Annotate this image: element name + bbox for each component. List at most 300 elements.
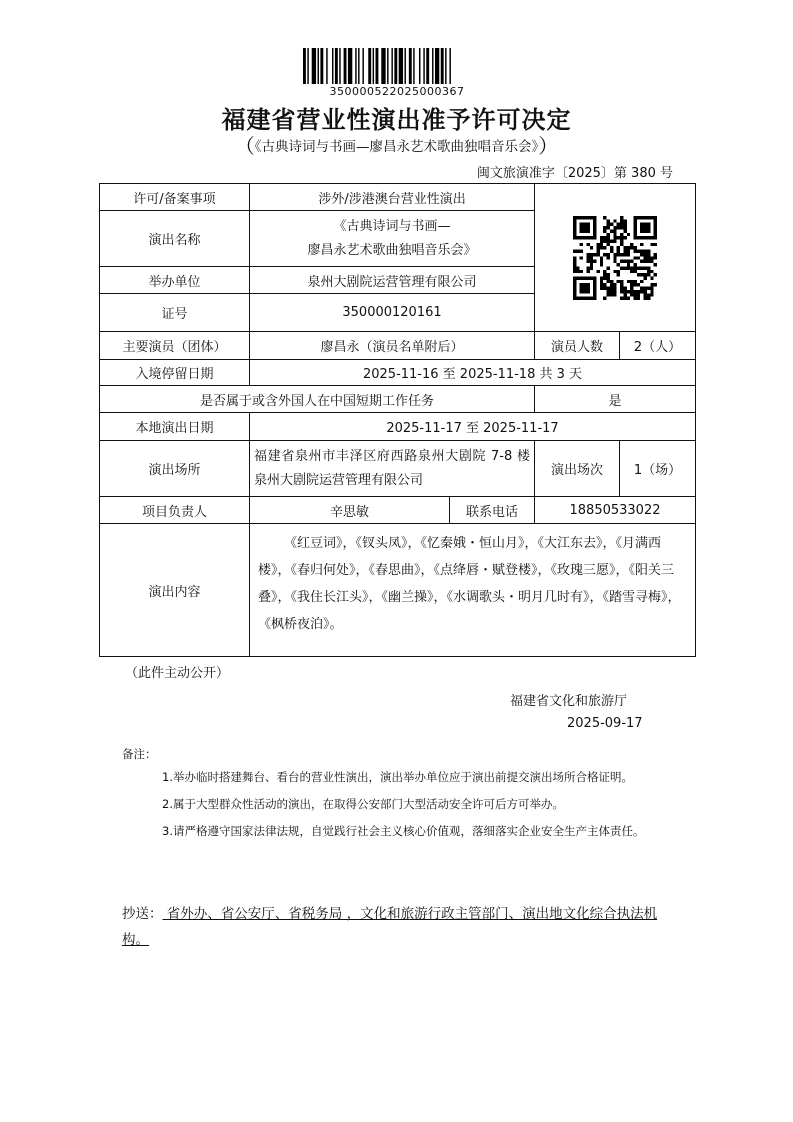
- barcode-bar: [362, 48, 363, 84]
- permit-type-value: 涉外/涉港澳台营业性演出: [250, 184, 535, 211]
- qr-module: [617, 252, 620, 255]
- qr-module: [600, 256, 603, 259]
- qr-module: [620, 289, 623, 292]
- performer-count-label: 演员人数: [535, 332, 620, 360]
- issue-date: 2025-09-17: [567, 716, 643, 731]
- qr-module: [623, 286, 626, 289]
- qr-module: [573, 259, 576, 262]
- qr-module: [610, 279, 613, 282]
- qr-module: [630, 246, 633, 249]
- remark-item: 3.请严格遵守国家法律法规，自觉践行社会主义核心价值观，落细落实企业安全生产主体责任。: [162, 824, 645, 838]
- qr-module: [603, 296, 606, 299]
- qr-code-icon: [573, 216, 657, 300]
- remark-item: 1.举办临时搭建舞台、看台的营业性演出，演出举办单位应于演出前提交演出场所合格证明。: [162, 770, 633, 784]
- qr-module: [603, 226, 606, 229]
- foreign-work-value: 是: [535, 386, 696, 413]
- barcode-bar: [335, 48, 338, 84]
- qr-module: [647, 296, 650, 299]
- subtitle-open-paren: （: [234, 134, 255, 158]
- performer-count-value: 2（人）: [620, 332, 696, 360]
- barcode: [303, 48, 491, 84]
- qr-module: [640, 242, 643, 245]
- qr-module: [610, 229, 613, 232]
- qr-module: [573, 249, 576, 252]
- qr-module: [603, 269, 606, 272]
- barcode-bar: [376, 48, 379, 84]
- qr-module: [623, 259, 626, 262]
- qr-module: [607, 276, 610, 279]
- qr-module: [607, 286, 610, 289]
- qr-module: [620, 286, 623, 289]
- venue-label: 演出场所: [100, 441, 250, 497]
- qr-module: [623, 236, 626, 239]
- qr-module: [630, 259, 633, 262]
- qr-module: [640, 222, 650, 232]
- qr-module: [573, 266, 576, 269]
- qr-module: [633, 263, 636, 266]
- qr-module: [640, 286, 643, 289]
- qr-module: [644, 266, 647, 269]
- qr-module: [600, 286, 603, 289]
- qr-module: [600, 279, 603, 282]
- qr-module: [600, 263, 603, 266]
- qr-module: [644, 259, 647, 262]
- table-row: [100, 360, 696, 386]
- cc-recipients: 省外办、省公安厅、省税务局 ，文化和旅游行政主管部门、演出地文化综合执法机构。: [122, 906, 658, 948]
- qr-module: [610, 249, 613, 252]
- subtitle-close-paren: ）: [538, 134, 559, 158]
- qr-module: [647, 256, 650, 259]
- table-row: [100, 497, 696, 524]
- qr-module: [603, 252, 606, 255]
- qr-module: [630, 289, 633, 292]
- qr-module: [597, 269, 600, 272]
- qr-module: [590, 259, 593, 262]
- cc-label: 抄送：: [122, 906, 163, 922]
- qr-module: [647, 249, 650, 252]
- remarks-title: 备注：: [122, 747, 157, 761]
- qr-module: [593, 259, 596, 262]
- qr-module: [580, 222, 590, 232]
- document-title: 福建省营业性演出准予许可决定: [221, 106, 572, 134]
- barcode-bar: [348, 48, 352, 84]
- qr-module: [650, 276, 653, 279]
- document-subtitle: [0, 130, 793, 159]
- qr-module: [600, 239, 603, 242]
- qr-module: [623, 219, 626, 222]
- qr-module: [620, 222, 623, 225]
- qr-module: [623, 222, 626, 225]
- qr-module: [623, 293, 626, 296]
- qr-module: [600, 246, 603, 249]
- qr-module: [627, 249, 630, 252]
- qr-module: [637, 283, 640, 286]
- sessions-label: 演出场次: [535, 441, 620, 497]
- qr-module: [600, 276, 603, 279]
- barcode-bar: [432, 48, 433, 84]
- qr-module: [637, 296, 640, 299]
- qr-module: [617, 236, 620, 239]
- qr-module: [633, 269, 636, 272]
- qr-module: [610, 293, 613, 296]
- table-row: [100, 413, 696, 441]
- qr-module: [637, 256, 640, 259]
- qr-module: [640, 279, 643, 282]
- qr-module: [590, 256, 593, 259]
- barcode-bar: [339, 48, 340, 84]
- qr-module: [586, 269, 589, 272]
- show-name-value: [250, 211, 535, 267]
- qr-module: [627, 259, 630, 262]
- barcode-bar: [332, 48, 333, 84]
- qr-module: [627, 296, 630, 299]
- qr-module: [586, 252, 589, 255]
- barcode-bar: [358, 48, 359, 84]
- qr-module: [607, 219, 610, 222]
- qr-module: [613, 232, 616, 235]
- barcode-bar: [387, 48, 388, 84]
- qr-module: [603, 239, 606, 242]
- qr-module: [613, 286, 616, 289]
- table-row: [100, 184, 696, 211]
- qr-module: [647, 252, 650, 255]
- barcode-bar: [355, 48, 356, 84]
- barcode-bar: [394, 48, 397, 84]
- qr-module: [623, 289, 626, 292]
- qr-module: [640, 266, 643, 269]
- remark-item: 2.属于大型群众性活动的演出，在取得公安部门大型活动安全许可后方可举办。: [162, 797, 564, 811]
- qr-module: [607, 222, 610, 225]
- qr-module: [627, 232, 630, 235]
- table-row: [100, 386, 696, 413]
- qr-module: [613, 219, 616, 222]
- qr-module: [617, 273, 620, 276]
- qr-module: [633, 289, 636, 292]
- qr-module: [610, 222, 613, 225]
- qr-module: [617, 226, 620, 229]
- qr-module: [617, 246, 620, 249]
- qr-module: [620, 236, 623, 239]
- qr-module: [633, 256, 636, 259]
- qr-module: [617, 279, 620, 282]
- qr-module: [627, 289, 630, 292]
- qr-module: [607, 236, 610, 239]
- qr-module: [603, 236, 606, 239]
- qr-module: [617, 249, 620, 252]
- local-date-value: 2025-11-17 至 2025-11-17: [250, 413, 696, 441]
- qr-module: [603, 246, 606, 249]
- qr-module: [640, 273, 643, 276]
- qr-module: [623, 226, 626, 229]
- qr-module: [623, 266, 626, 269]
- qr-module: [607, 242, 610, 245]
- license-value: 350000120161: [250, 294, 535, 332]
- qr-module: [620, 219, 623, 222]
- qr-module: [586, 266, 589, 269]
- barcode-bar: [409, 48, 412, 84]
- qr-module: [627, 246, 630, 249]
- qr-module: [627, 252, 630, 255]
- qr-module: [650, 259, 653, 262]
- qr-module: [573, 263, 576, 266]
- qr-module: [630, 286, 633, 289]
- qr-module: [590, 263, 593, 266]
- qr-module: [610, 246, 613, 249]
- barcode-bar: [312, 48, 316, 84]
- qr-module: [607, 252, 610, 255]
- qr-module: [650, 269, 653, 272]
- qr-module: [620, 216, 623, 219]
- qr-module: [654, 283, 657, 286]
- qr-module: [620, 242, 623, 245]
- show-name-line-2: 廖昌永艺术歌曲独唱音乐会》: [307, 242, 477, 258]
- cc-block: [122, 901, 682, 953]
- qr-module: [607, 266, 610, 269]
- qr-module: [644, 252, 647, 255]
- qr-module: [633, 283, 636, 286]
- qr-module: [613, 226, 616, 229]
- qr-module: [600, 259, 603, 262]
- qr-module: [650, 286, 653, 289]
- qr-module: [597, 252, 600, 255]
- license-label: 证号: [100, 294, 250, 332]
- barcode-bar: [318, 48, 319, 84]
- qr-module: [600, 283, 603, 286]
- qr-module: [623, 252, 626, 255]
- barcode-bar: [413, 48, 414, 84]
- qr-module: [640, 252, 643, 255]
- qr-module: [603, 286, 606, 289]
- qr-module: [607, 293, 610, 296]
- qr-module: [644, 273, 647, 276]
- qr-module: [597, 242, 600, 245]
- main-performer-value: 廖昌永（演员名单附后）: [250, 332, 535, 360]
- qr-module: [620, 239, 623, 242]
- qr-module: [586, 259, 589, 262]
- qr-module: [600, 236, 603, 239]
- table-row: [100, 524, 696, 657]
- qr-module: [640, 289, 643, 292]
- qr-module: [617, 222, 620, 225]
- qr-module: [607, 232, 610, 235]
- qr-module: [576, 269, 579, 272]
- qr-module: [573, 269, 576, 272]
- qr-module: [580, 242, 583, 245]
- barcode-bar: [449, 48, 450, 84]
- qr-module: [633, 246, 636, 249]
- qr-module: [620, 232, 623, 235]
- qr-module: [630, 269, 633, 272]
- qr-module: [644, 276, 647, 279]
- qr-module: [597, 246, 600, 249]
- table-row: [100, 441, 696, 497]
- qr-module: [654, 242, 657, 245]
- content-label: 演出内容: [100, 524, 250, 657]
- qr-module: [620, 226, 623, 229]
- document-number: 闽文旅演准字〔2025〕第 380 号: [476, 166, 673, 181]
- qr-module: [617, 263, 620, 266]
- qr-module: [623, 229, 626, 232]
- qr-module: [644, 256, 647, 259]
- qr-module: [610, 239, 613, 242]
- qr-module: [613, 239, 616, 242]
- qr-module: [644, 296, 647, 299]
- qr-module: [644, 289, 647, 292]
- qr-module: [610, 286, 613, 289]
- main-performer-label: 主要演员（团体）: [100, 332, 250, 360]
- qr-module: [650, 283, 653, 286]
- barcode-bar: [368, 48, 371, 84]
- qr-module: [647, 266, 650, 269]
- manager-label: 项目负责人: [100, 497, 250, 524]
- qr-module: [620, 283, 623, 286]
- qr-module: [654, 252, 657, 255]
- qr-module: [593, 252, 596, 255]
- qr-module: [633, 296, 636, 299]
- qr-module: [603, 216, 606, 219]
- manager-value: 辛思敏: [250, 497, 450, 524]
- qr-module: [623, 296, 626, 299]
- qr-module: [630, 266, 633, 269]
- qr-module: [610, 283, 613, 286]
- qr-module: [637, 289, 640, 292]
- barcode-bar: [441, 48, 444, 84]
- qr-module: [603, 276, 606, 279]
- show-name-line-1: 《古典诗词与书画—: [333, 218, 451, 234]
- qr-module: [580, 269, 583, 272]
- barcode-bar: [391, 48, 392, 84]
- qr-module: [620, 259, 623, 262]
- qr-module: [613, 229, 616, 232]
- qr-module: [647, 273, 650, 276]
- subtitle-text: 《古典诗词与书画—廖昌永艺术歌曲独唱音乐会》: [254, 139, 539, 155]
- qr-module: [607, 273, 610, 276]
- qr-module: [613, 293, 616, 296]
- qr-module: [620, 279, 623, 282]
- qr-module: [630, 283, 633, 286]
- barcode-bar: [373, 48, 374, 84]
- barcode-bar: [320, 48, 323, 84]
- qr-module: [633, 249, 636, 252]
- permit-table: [99, 183, 696, 657]
- qr-code-cell: [535, 184, 696, 332]
- table-row: [100, 332, 696, 360]
- qr-module: [623, 249, 626, 252]
- qr-module: [637, 249, 640, 252]
- qr-module: [607, 289, 610, 292]
- permit-type-label: 许可/备案事项: [100, 184, 250, 211]
- qr-module: [633, 279, 636, 282]
- qr-module: [617, 269, 620, 272]
- qr-module: [610, 289, 613, 292]
- qr-module: [613, 283, 616, 286]
- barcode-bar: [423, 48, 424, 84]
- qr-module: [613, 236, 616, 239]
- qr-module: [650, 289, 653, 292]
- qr-module: [633, 266, 636, 269]
- qr-module: [607, 256, 610, 259]
- qr-module: [620, 296, 623, 299]
- qr-module: [654, 256, 657, 259]
- qr-module: [613, 259, 616, 262]
- qr-module: [613, 269, 616, 272]
- qr-module: [576, 249, 579, 252]
- phone-value: 18850533022: [535, 497, 696, 524]
- public-disclosure-note: （此件主动公开）: [125, 666, 230, 681]
- qr-module: [647, 259, 650, 262]
- qr-module: [644, 293, 647, 296]
- qr-module: [603, 283, 606, 286]
- qr-module: [650, 293, 653, 296]
- qr-module: [650, 256, 653, 259]
- qr-module: [586, 256, 589, 259]
- qr-module: [607, 239, 610, 242]
- qr-module: [576, 266, 579, 269]
- qr-module: [647, 286, 650, 289]
- qr-module: [644, 286, 647, 289]
- foreign-work-label: 是否属于或含外国人在中国短期工作任务: [100, 386, 535, 413]
- qr-module: [637, 266, 640, 269]
- qr-module: [630, 293, 633, 296]
- barcode-bar: [326, 48, 327, 84]
- barcode-bar: [399, 48, 403, 84]
- qr-module: [613, 289, 616, 292]
- qr-module: [590, 252, 593, 255]
- qr-module: [644, 249, 647, 252]
- qr-module: [613, 256, 616, 259]
- content-value: 《红豆词》，《钗头凤》，《忆秦娥・恒山月》，《大江东去》，《月满西楼》，《春归何处》，《春思曲》，《点绛唇・赋登楼》，《玫瑰三愿》，《阳关三叠》，《我住长江头》，《幽兰操》，《水调歌头・明月几时有》，《踏雪寻梅》，《枫桥夜泊》。: [250, 524, 696, 657]
- qr-module: [580, 249, 583, 252]
- qr-module: [590, 246, 593, 249]
- local-date-label: 本地演出日期: [100, 413, 250, 441]
- qr-module: [607, 226, 610, 229]
- qr-module: [654, 263, 657, 266]
- qr-module: [573, 256, 576, 259]
- barcode-bar: [426, 48, 429, 84]
- qr-module: [627, 279, 630, 282]
- barcode-bar: [445, 48, 446, 84]
- qr-module: [620, 252, 623, 255]
- organizer-value: 泉州大剧院运营管理有限公司: [250, 267, 535, 294]
- qr-module: [633, 293, 636, 296]
- qr-module: [600, 242, 603, 245]
- barcode-bar: [381, 48, 385, 84]
- barcode-bar: [405, 48, 406, 84]
- show-name-label: 演出名称: [100, 211, 250, 267]
- qr-module: [630, 279, 633, 282]
- qr-module: [630, 242, 633, 245]
- qr-module: [580, 283, 590, 293]
- phone-label: 联系电话: [450, 497, 535, 524]
- qr-module: [590, 266, 593, 269]
- sessions-value: 1（场）: [620, 441, 696, 497]
- qr-module: [640, 259, 643, 262]
- qr-module: [623, 246, 626, 249]
- venue-value: 福建省泉州市丰泽区府西路泉州大剧院 7-8 楼泉州大剧院运营管理有限公司: [250, 441, 535, 497]
- qr-module: [613, 252, 616, 255]
- qr-module: [640, 249, 643, 252]
- qr-module: [603, 273, 606, 276]
- barcode-number: 350000522025000367: [329, 85, 465, 98]
- qr-module: [654, 273, 657, 276]
- qr-module: [603, 229, 606, 232]
- qr-module: [637, 293, 640, 296]
- qr-module: [650, 242, 653, 245]
- barcode-bar: [307, 48, 308, 84]
- qr-module: [580, 256, 583, 259]
- qr-module: [627, 263, 630, 266]
- issuing-authority: 福建省文化和旅游厅: [510, 694, 628, 709]
